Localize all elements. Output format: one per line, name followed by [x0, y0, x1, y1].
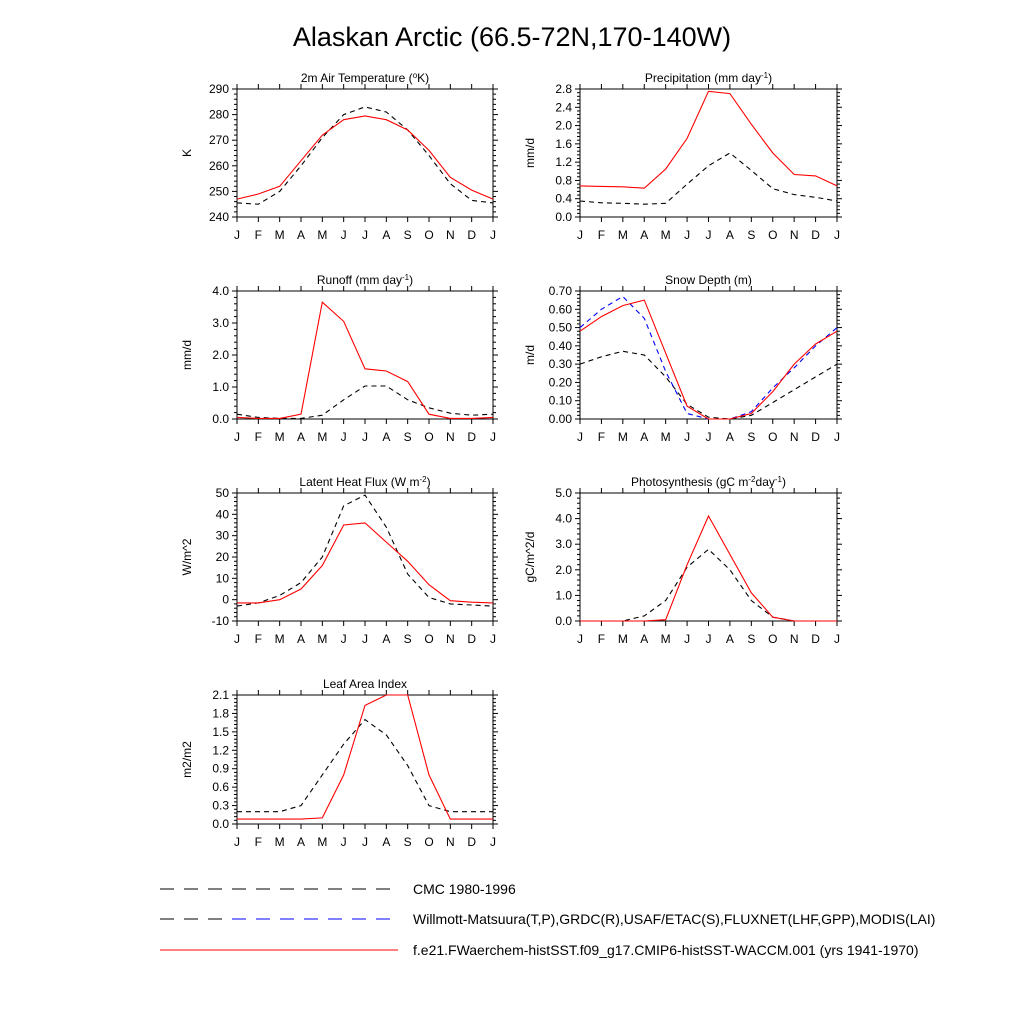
x-tick-label: A	[382, 430, 391, 444]
y-tick-label: 0.40	[548, 338, 572, 353]
plot-frame	[237, 493, 493, 621]
x-tick-label: M	[317, 835, 328, 849]
x-tick-label: J	[577, 430, 583, 444]
x-tick-label: J	[684, 632, 691, 646]
x-tick-label: F	[254, 228, 263, 242]
x-tick-label: M	[317, 632, 328, 646]
y-tick-label: 0.70	[548, 284, 572, 298]
x-tick-label: F	[254, 632, 263, 646]
x-tick-label: M	[617, 430, 628, 444]
chart-title: Photosynthesis (gC $m^{-2}day^{-1}$)	[631, 474, 786, 489]
legend-item-1	[160, 881, 516, 897]
x-tick-label: J	[362, 835, 368, 849]
chart-title: Runoff (mm day$^{-1}$)	[316, 272, 414, 287]
chart-panel-1	[180, 71, 498, 243]
series-line-1	[237, 386, 493, 418]
x-tick-label: J	[490, 632, 496, 646]
charts-group	[180, 71, 842, 850]
x-tick-label: F	[254, 835, 263, 849]
y-tick-label: 2.0	[212, 348, 229, 362]
y-tick-label: 250	[208, 184, 229, 199]
y-tick-label: 4.0	[212, 284, 229, 298]
y-tick-label: 0.4	[555, 191, 572, 206]
y-axis-label: gC/m^2/d	[523, 531, 537, 583]
x-tick-label: N	[445, 632, 455, 646]
x-tick-label: J	[684, 228, 691, 242]
series-line-1	[580, 549, 837, 621]
legend	[160, 881, 935, 958]
x-tick-label: O	[768, 228, 778, 242]
y-tick-label: 270	[208, 133, 229, 148]
x-tick-label: O	[424, 835, 434, 849]
x-tick-label: A	[296, 228, 306, 242]
x-tick-label: N	[789, 228, 799, 242]
y-tick-label: 0.9	[212, 761, 229, 776]
y-tick-label: 0.50	[548, 320, 572, 335]
series-line-1	[237, 495, 493, 606]
x-tick-label: M	[274, 835, 285, 849]
x-tick-label: N	[445, 228, 455, 242]
x-tick-label: A	[296, 632, 306, 646]
x-tick-label: N	[445, 835, 455, 849]
y-tick-label: 290	[208, 82, 229, 96]
y-tick-label: 0	[222, 592, 229, 607]
x-tick-label: J	[834, 632, 840, 646]
x-tick-label: J	[834, 228, 840, 242]
y-tick-label: 3.0	[212, 316, 229, 330]
series-line-3	[580, 300, 837, 419]
y-tick-label: 1.0	[555, 588, 572, 603]
x-tick-label: J	[234, 228, 240, 242]
y-tick-label: 2.4	[555, 100, 572, 115]
y-tick-label: 20	[215, 550, 229, 564]
y-tick-label: -10	[211, 614, 229, 628]
x-tick-label: M	[617, 228, 628, 242]
y-tick-label: 2.0	[555, 562, 572, 577]
legend-item-2	[160, 911, 935, 927]
series-line-2	[580, 91, 837, 188]
x-tick-label: M	[317, 430, 328, 444]
x-tick-label: O	[768, 632, 778, 646]
x-tick-label: A	[296, 835, 306, 849]
x-tick-label: J	[340, 430, 347, 444]
x-tick-label: J	[362, 430, 368, 444]
x-tick-label: J	[490, 228, 496, 242]
y-axis-label: K	[180, 148, 194, 158]
y-tick-label: 0.60	[548, 302, 572, 317]
x-tick-label: A	[382, 835, 391, 849]
x-tick-label: D	[467, 835, 477, 849]
y-tick-label: 0.8	[555, 173, 572, 188]
series-line-1	[580, 351, 837, 419]
legend-label: Willmott-Matsuura(T,P),GRDC(R),USAF/ETAC(S),FLUXNET(LHF,GPP),MODIS(LAI)	[413, 911, 936, 927]
y-tick-label: 0.0	[212, 412, 229, 426]
x-tick-label: D	[811, 430, 820, 444]
x-tick-label: F	[254, 430, 263, 444]
x-tick-label: J	[577, 632, 583, 646]
x-tick-label: S	[747, 228, 756, 242]
chart-panel-3	[180, 273, 498, 445]
x-tick-label: O	[424, 228, 434, 242]
x-tick-label: O	[768, 430, 778, 444]
x-tick-label: J	[340, 632, 347, 646]
plot-frame	[237, 89, 493, 217]
series-line-2	[237, 695, 493, 819]
x-tick-label: J	[705, 632, 712, 646]
x-tick-label: J	[705, 228, 712, 242]
series-line-1	[237, 720, 493, 812]
y-tick-label: 1.6	[555, 136, 572, 151]
x-tick-label: S	[403, 228, 412, 242]
x-tick-label: F	[597, 430, 606, 444]
x-tick-label: A	[382, 228, 391, 242]
x-tick-label: J	[490, 430, 496, 444]
x-tick-label: S	[747, 632, 756, 646]
x-tick-label: S	[403, 632, 412, 646]
x-tick-label: A	[725, 430, 734, 444]
x-tick-label: D	[467, 430, 477, 444]
x-tick-label: A	[725, 632, 734, 646]
x-tick-label: F	[597, 632, 606, 646]
x-tick-label: N	[789, 632, 799, 646]
x-tick-label: N	[445, 430, 455, 444]
x-tick-label: J	[490, 835, 496, 849]
x-tick-label: J	[684, 430, 691, 444]
y-tick-label: 2.8	[555, 82, 572, 96]
x-tick-label: D	[811, 228, 820, 242]
y-tick-label: 0.30	[548, 357, 572, 372]
x-tick-label: M	[660, 632, 671, 646]
y-tick-label: 2.0	[555, 118, 572, 133]
x-tick-label: J	[705, 430, 712, 444]
x-tick-label: A	[725, 228, 734, 242]
y-tick-label: 40	[215, 507, 229, 522]
plot-frame	[580, 89, 837, 217]
series-line-1	[237, 107, 493, 204]
series-line-2	[237, 302, 493, 418]
x-tick-label: S	[747, 430, 756, 444]
x-tick-label: A	[640, 228, 649, 242]
y-tick-label: 1.0	[212, 380, 229, 394]
y-tick-label: 2.1	[212, 688, 229, 702]
x-tick-label: J	[834, 430, 840, 444]
y-axis-label: mm/d	[523, 138, 537, 168]
x-tick-label: A	[382, 632, 391, 646]
y-tick-label: 4.0	[555, 511, 572, 526]
plot-frame	[237, 695, 493, 824]
y-tick-label: 1.2	[555, 155, 572, 170]
y-tick-label: 3.0	[555, 537, 572, 552]
y-tick-label: 5.0	[555, 486, 572, 500]
y-tick-label: 1.5	[212, 724, 229, 739]
x-tick-label: M	[660, 430, 671, 444]
y-tick-label: 0.0	[212, 817, 229, 831]
x-tick-label: J	[340, 228, 347, 242]
y-tick-label: 0.6	[212, 780, 229, 795]
x-tick-label: J	[234, 632, 240, 646]
y-tick-label: 280	[208, 107, 229, 122]
y-axis-label: m2/m2	[180, 741, 194, 778]
x-tick-label: M	[274, 430, 285, 444]
legend-label: f.e21.FWaerchem-histSST.f09_g17.CMIP6-histSST-WACCM.001 (yrs 1941-1970)	[413, 942, 919, 958]
chart-panel-7	[180, 677, 498, 849]
x-tick-label: S	[403, 835, 412, 849]
y-axis-label: mm/d	[180, 340, 194, 370]
y-tick-label: 0.10	[548, 393, 572, 408]
x-tick-label: O	[424, 430, 434, 444]
y-tick-label: 240	[208, 210, 229, 224]
chart-title: Snow Depth (m)	[665, 273, 752, 287]
page-title: Alaskan Arctic (66.5-72N,170-140W)	[292, 22, 732, 52]
legend-item-3	[160, 942, 918, 958]
chart-panel-5	[180, 475, 498, 647]
x-tick-label: J	[362, 632, 368, 646]
x-tick-label: M	[274, 632, 285, 646]
plot-frame	[580, 291, 837, 419]
chart-title: Latent Heat Flux (W $m^{-2}$)	[299, 474, 431, 489]
x-tick-label: J	[234, 835, 240, 849]
x-tick-label: N	[789, 430, 799, 444]
y-axis-label: W/m^2	[180, 538, 194, 576]
x-tick-label: J	[577, 228, 583, 242]
x-tick-label: D	[811, 632, 820, 646]
x-tick-label: O	[424, 632, 434, 646]
y-tick-label: 0.00	[548, 412, 572, 426]
x-tick-label: M	[660, 228, 671, 242]
chart-title: Leaf Area Index	[322, 677, 408, 691]
x-tick-label: D	[467, 228, 477, 242]
plot-frame	[237, 291, 493, 419]
y-tick-label: 50	[215, 486, 229, 500]
chart-panel-2	[523, 71, 842, 243]
y-axis-label: m/d	[523, 344, 537, 366]
y-tick-label: 1.8	[212, 706, 229, 721]
x-tick-label: M	[317, 228, 328, 242]
x-tick-label: A	[640, 632, 649, 646]
y-tick-label: 10	[215, 571, 229, 586]
x-tick-label: J	[234, 430, 240, 444]
y-tick-label: 0.3	[212, 798, 229, 813]
x-tick-label: M	[617, 632, 628, 646]
plot-frame	[580, 493, 837, 621]
x-tick-label: J	[340, 835, 347, 849]
y-tick-label: 0.0	[555, 210, 572, 224]
chart-title: 2m Air Temperature ($^o$K)	[300, 70, 430, 85]
x-tick-label: A	[296, 430, 306, 444]
series-line-2	[580, 516, 837, 621]
y-tick-label: 1.2	[212, 743, 229, 758]
chart-panel-4	[523, 273, 842, 444]
legend-label: CMC 1980-1996	[413, 881, 516, 897]
x-tick-label: J	[362, 228, 368, 242]
y-tick-label: 0.0	[555, 614, 572, 628]
x-tick-label: S	[403, 430, 412, 444]
y-tick-label: 0.20	[548, 375, 572, 390]
y-tick-label: 30	[215, 528, 229, 543]
chart-panel-6	[523, 475, 842, 647]
x-tick-label: M	[274, 228, 285, 242]
series-line-2	[580, 297, 837, 420]
chart-title: Precipitation (mm day$^{-1}$)	[644, 70, 773, 85]
series-line-2	[237, 523, 493, 603]
x-tick-label: A	[640, 430, 649, 444]
series-line-1	[580, 153, 837, 204]
y-tick-label: 260	[208, 158, 229, 173]
x-tick-label: F	[597, 228, 606, 242]
x-tick-label: D	[467, 632, 477, 646]
